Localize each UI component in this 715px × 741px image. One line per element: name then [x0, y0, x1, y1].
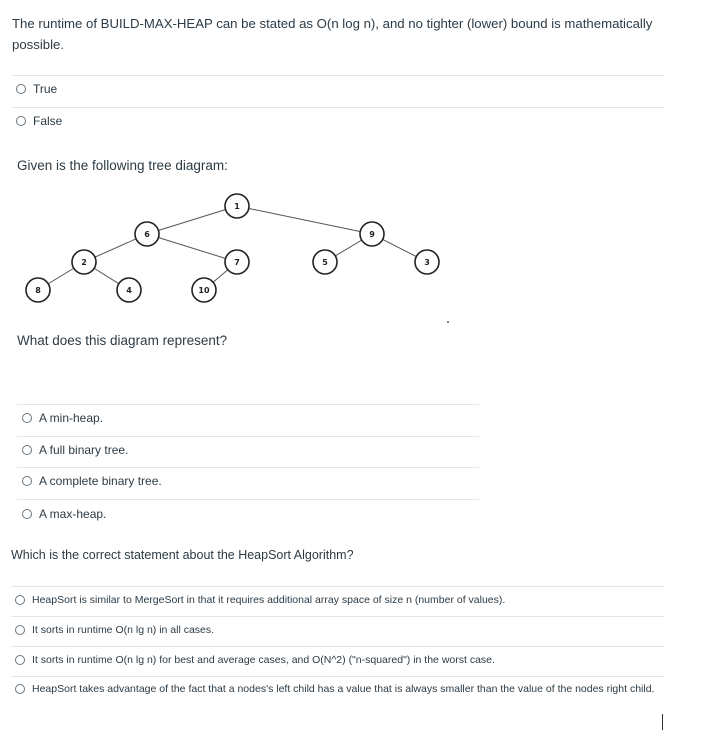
tree-diagram — [0, 185, 480, 310]
q2-option-label: A min-heap. — [39, 411, 104, 425]
divider — [17, 404, 479, 405]
divider — [11, 646, 664, 647]
radio-button[interactable] — [15, 595, 25, 605]
divider — [11, 616, 664, 617]
radio-button[interactable] — [22, 413, 32, 423]
q2-option-label: A complete binary tree. — [39, 474, 162, 488]
tree-edge — [147, 206, 237, 234]
q3-option-4[interactable] — [15, 681, 655, 697]
q2-option-label: A max-heap. — [39, 507, 107, 521]
q3-option-label: It sorts in runtime O(n lg n) for best and average cases, and O(N^2) ("n-squared") in the worst case. — [32, 654, 495, 666]
tree-node-label: 3 — [424, 258, 430, 267]
radio-button[interactable] — [16, 84, 26, 94]
divider — [11, 676, 664, 677]
q3-option-label: HeapSort takes advantage of the fact that a nodes's left child has a value that is always smaller than the value of the nodes right child. — [32, 683, 655, 695]
q2-option-label: A full binary tree. — [39, 443, 129, 457]
q1-option-label: True — [33, 82, 58, 96]
radio-button[interactable] — [22, 445, 32, 455]
radio-button[interactable] — [15, 625, 25, 635]
q3-option-label: HeapSort is similar to MergeSort in that it requires additional array space of size n (number of values). — [32, 594, 506, 606]
text-cursor — [662, 714, 663, 730]
tree-node-label: 10 — [198, 286, 210, 295]
q1-option-true[interactable] — [16, 81, 57, 98]
q3-option-2[interactable] — [15, 622, 214, 639]
radio-button[interactable] — [22, 509, 32, 519]
tree-edges — [38, 206, 427, 290]
radio-button[interactable] — [22, 476, 32, 486]
question-2-text: What does this diagram represent? — [17, 333, 228, 348]
q1-option-false[interactable] — [16, 113, 62, 130]
question-3-text: Which is the correct statement about the HeapSort Algorithm? — [11, 548, 354, 562]
tree-edge — [237, 206, 372, 234]
divider — [11, 586, 664, 587]
q2-option-complete-binary-tree[interactable] — [22, 473, 162, 490]
tree-edge — [147, 234, 237, 262]
q3-option-3[interactable] — [15, 652, 495, 669]
tree-node-label: 9 — [369, 230, 375, 239]
divider — [17, 499, 479, 500]
radio-button[interactable] — [16, 116, 26, 126]
question-1-text: The runtime of BUILD-MAX-HEAP can be stated as O(n log n), and no tighter (lower) bound is mathematically possible. — [12, 16, 653, 52]
q2-option-max-heap[interactable] — [22, 506, 106, 523]
tree-node-label: 2 — [81, 258, 87, 267]
question-2-intro: Given is the following tree diagram: — [17, 158, 228, 173]
q1-option-label: False — [33, 114, 63, 128]
stray-dot — [447, 321, 449, 323]
tree-node-label: 7 — [234, 258, 240, 267]
q3-option-label: It sorts in runtime O(n lg n) in all cases. — [32, 624, 215, 636]
divider — [12, 107, 664, 108]
q2-option-full-binary-tree[interactable] — [22, 442, 128, 459]
tree-node-label: 5 — [322, 258, 328, 267]
divider — [17, 467, 479, 468]
tree-node-label: 1 — [234, 202, 240, 211]
tree-node-label: 8 — [35, 286, 41, 295]
q3-option-1[interactable] — [15, 592, 505, 609]
radio-button[interactable] — [15, 684, 25, 694]
tree-node-label: 6 — [144, 230, 150, 239]
divider — [17, 436, 479, 437]
tree-node-label: 4 — [126, 286, 132, 295]
radio-button[interactable] — [15, 655, 25, 665]
q2-option-min-heap[interactable] — [22, 410, 103, 427]
divider — [12, 75, 664, 76]
